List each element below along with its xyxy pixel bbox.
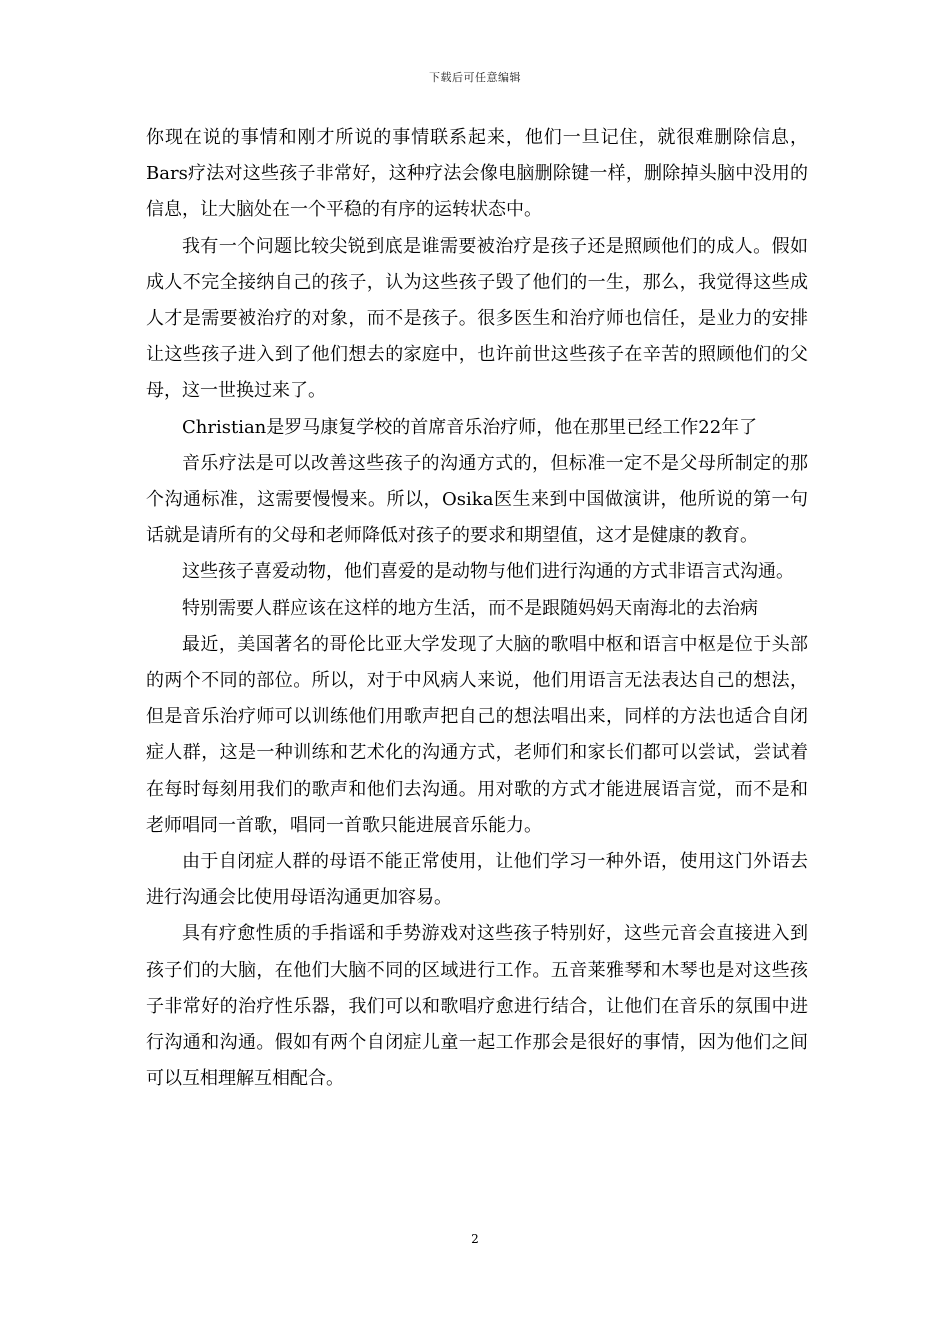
paragraph-1: 你现在说的事情和刚才所说的事情联系起来，他们一旦记住，就很难删除信息，Bars疗法对这些孩子非常好，这种疗法会像电脑删除键一样，删除掉头脑中没用的信息，让大脑处在一个平稳的有序的运转状态中。: [146, 127, 808, 221]
paragraph-6: 特别需要人群应该在这样的地方生活，而不是跟随妈妈天南海北的去治病: [182, 597, 758, 619]
document-body: [146, 120, 808, 1097]
page-header: 下载后可任意编辑: [429, 71, 521, 84]
paragraph-7: 最近，美国著名的哥伦比亚大学发现了大脑的歌唱中枢和语言中枢是位于头部的两个不同的部位。所以，对于中风病人来说，他们用语言无法表达自己的想法，但是音乐治疗师可以训练他们用歌声把自己的想法唱出来，同样的方法也适合自闭症人群，这是一种训练和艺术化的沟通方式，老师们和家长们都可以尝试，尝试着在每时每刻用我们的歌声和他们去沟通。用对歌的方式才能进展语言觉，而不是和老师唱同一首歌，唱同一首歌只能进展音乐能力。: [146, 633, 808, 836]
paragraph-2: 我有一个问题比较尖锐到底是谁需要被治疗是孩子还是照顾他们的成人。假如成人不完全接纳自己的孩子，认为这些孩子毁了他们的一生，那么，我觉得这些成人才是需要被治疗的对象，而不是孩子。很多医生和治疗师也信任，是业力的安排让这些孩子进入到了他们想去的家庭中，也许前世这些孩子在辛苦的照顾他们的父母，这一世换过来了。: [146, 235, 808, 402]
page-number: 2: [471, 1232, 479, 1246]
paragraph-3: Christian是罗马康复学校的首席音乐治疗师，他在那里已经工作22年了: [182, 416, 758, 438]
paragraph-8: 由于自闭症人群的母语不能正常使用，让他们学习一种外语，使用这门外语去进行沟通会比使用母语沟通更加容易。: [146, 851, 808, 909]
paragraph-4: 音乐疗法是可以改善这些孩子的沟通方式的，但标准一定不是父母所制定的那个沟通标准，这需要慢慢来。所以，Osika医生来到中国做演讲，他所说的第一句话就是请所有的父母和老师降低对孩子的要求和期望值，这才是健康的教育。: [146, 452, 808, 547]
paragraph-9: 具有疗愈性质的手指谣和手势游戏对这些孩子特别好，这些元音会直接进入到孩子们的大脑，在他们大脑不同的区域进行工作。五音莱雅琴和木琴也是对这些孩子非常好的治疗性乐器，我们可以和歌唱疗愈进行结合，让他们在音乐的氛围中进行沟通和沟通。假如有两个自闭症儿童一起工作那会是很好的事情，因为他们之间可以互相理解互相配合。: [146, 923, 808, 1090]
paragraph-5: 这些孩子喜爱动物，他们喜爱的是动物与他们进行沟通的方式非语言式沟通。: [182, 561, 794, 583]
